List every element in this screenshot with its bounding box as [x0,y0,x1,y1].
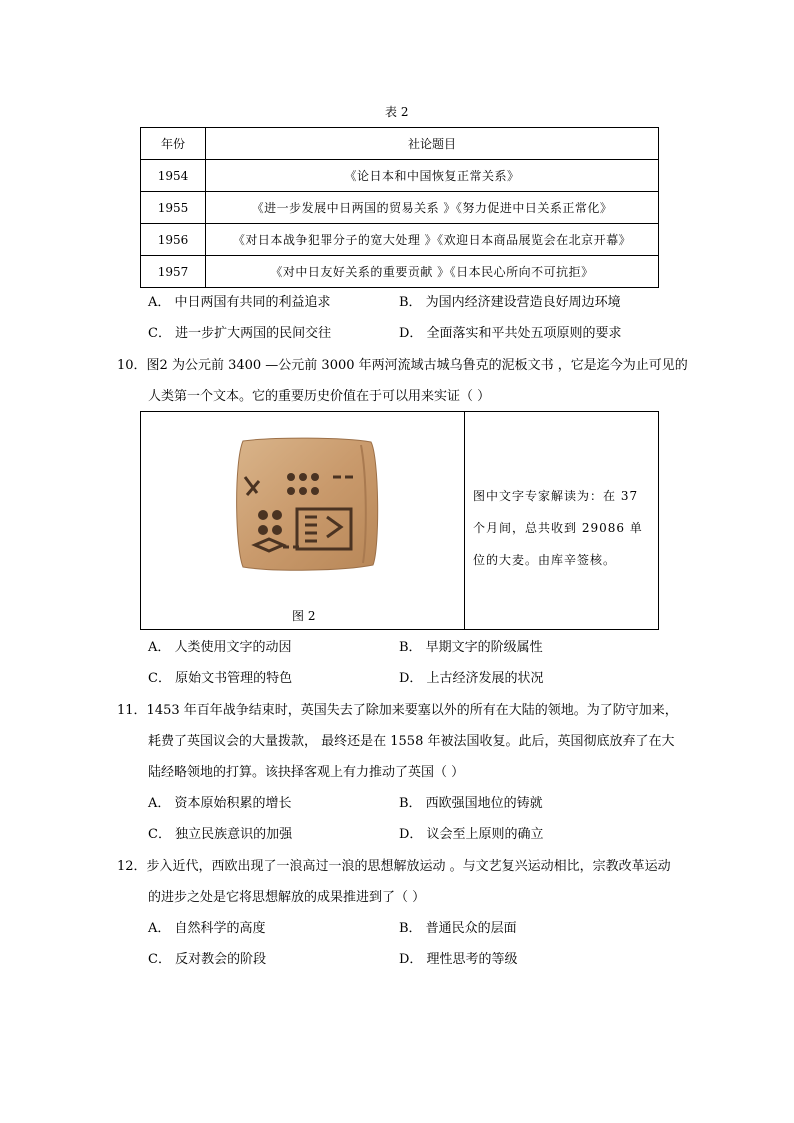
q11-stem-line2: 耗费了英国议会的大量拨款， 最终还是在 1558 年被法国收复。此后，英国彻底放弃了在大 [148,734,675,749]
q11-option-a[interactable]: A． 资本原始积累的增长 [148,796,292,811]
table-row [141,256,659,288]
table-row [141,192,659,224]
q10-option-a[interactable]: A． 人类使用文字的动因 [148,640,292,655]
q12-stem-line1: 12．步入近代，西欧出现了一浪高过一浪的思想解放运动 。与文艺复兴运动相比，宗教改革运动 [117,859,671,874]
q11-option-d[interactable]: D． 议会至上原则的确立 [399,827,544,842]
q11-stem-line1: 11．1453 年百年战争结束时，英国失去了除加来要塞以外的所有在大陆的领地。为了防守加来， [117,703,678,718]
q12-option-d[interactable]: D． 理性思考的等级 [399,952,518,967]
q9-option-a[interactable]: A． 中日两国有共同的利益追求 [148,295,331,310]
table-row [141,224,659,256]
row-year: 1956 [141,224,206,256]
q10-option-c[interactable]: C． 原始文书管理的特色 [148,671,293,686]
row-year: 1955 [141,192,206,224]
q9-option-b[interactable]: B． 为国内经济建设营造良好周边环境 [399,295,621,310]
q9-option-c[interactable]: C． 进一步扩大两国的民间交往 [148,326,332,341]
row-title: 《对日本战争犯罪分子的宽大处理 》《欢迎日本商品展览会在北京开幕》 [206,224,659,256]
table-row [141,160,659,192]
figure-divider [464,412,465,629]
figure-note: 图中文字专家解读为：在 37 个月间，总共收到 29086 单位的大麦。由库辛签核。 [473,489,643,567]
editorial-table [140,127,659,288]
row-year: 1957 [141,256,206,288]
header-title: 社论题目 [206,128,659,160]
q11-stem-line3: 陆经略领地的打算。该抉择客观上有力推动了英国（ ） [148,765,465,780]
q11-option-c[interactable]: C． 独立民族意识的加强 [148,827,293,842]
row-title: 《对中日友好关系的重要贡献 》《日本民心所向不可抗拒》 [206,256,659,288]
q10-option-d[interactable]: D． 上古经济发展的状况 [399,671,544,686]
q12-option-a[interactable]: A． 自然科学的高度 [148,921,266,936]
row-year: 1954 [141,160,206,192]
q10-option-b[interactable]: B． 早期文字的阶级属性 [399,640,543,655]
q12-option-b[interactable]: B． 普通民众的层面 [399,921,517,936]
q12-option-c[interactable]: C． 反对教会的阶段 [148,952,267,967]
q10-stem-line1: 10．图2 为公元前 3400 —公元前 3000 年两河流域古城乌鲁克的泥板文书 ，它是迄今为止可见的 [117,358,688,373]
q12-stem-line2: 的进步之处是它将思想解放的成果推进到了（ ） [148,890,426,905]
row-title: 《进一步发展中日两国的贸易关系 》《努力促进中日关系正常化》 [206,192,659,224]
q9-option-d[interactable]: D． 全面落实和平共处五项原则的要求 [399,326,622,341]
header-year: 年份 [141,128,206,160]
figure-caption: 图 2 [292,609,316,623]
clay-tablet-image [233,437,381,579]
table-caption: 表 2 [385,105,409,119]
row-title: 《论日本和中国恢复正常关系》 [206,160,659,192]
table-header-row [141,128,659,160]
q11-option-b[interactable]: B． 西欧强国地位的铸就 [399,796,543,811]
q10-stem-line2: 人类第一个文本。它的重要历史价值在于可以用来实证（ ） [148,389,491,404]
